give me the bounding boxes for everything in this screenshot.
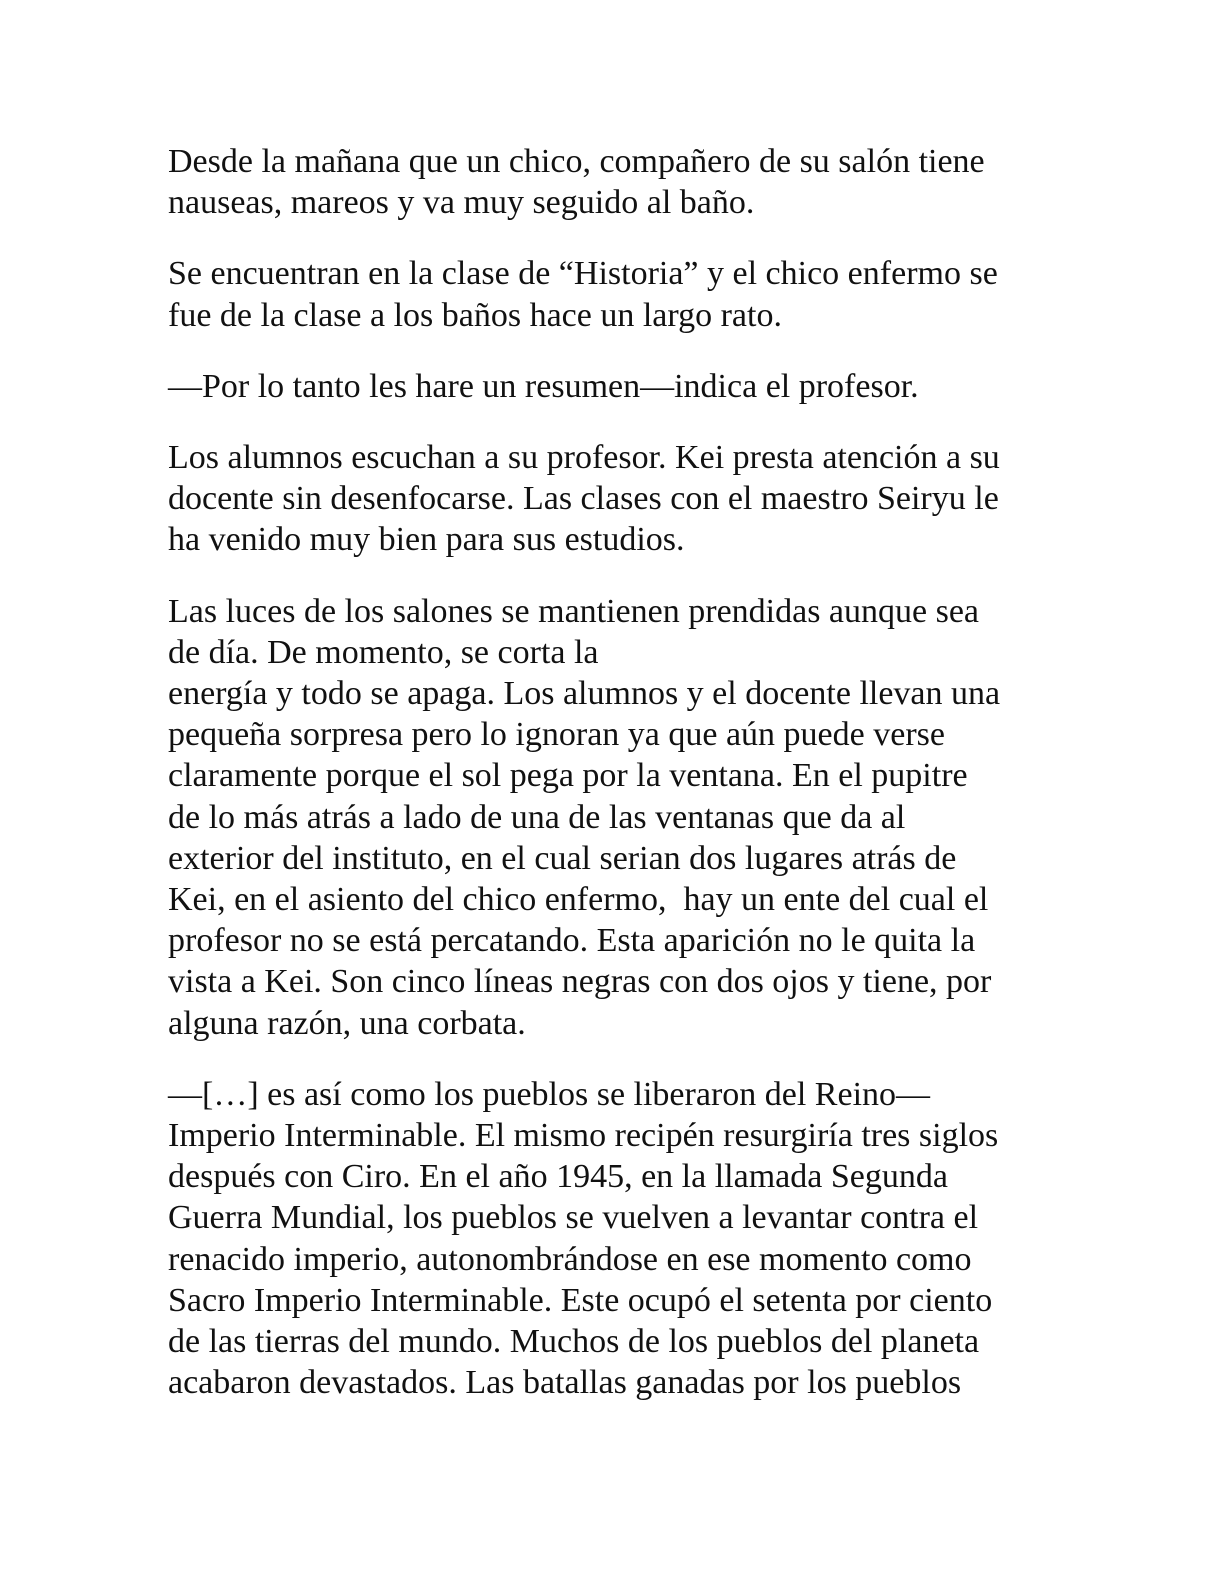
paragraph: Se encuentran en la clase de “Historia” y el chico enfermo se fue de la clase a los baños hace un largo rato. bbox=[168, 255, 998, 334]
paragraph: Desde la mañana que un chico, compañero de su salón tiene nauseas, mareos y va muy seguido al baño. bbox=[168, 143, 985, 222]
paragraph: —Por lo tanto les hare un resumen—indica el profesor. bbox=[168, 367, 919, 405]
paragraph: Las luces de los salones se mantienen prendidas aunque sea de día. De momento, se corta la energía y todo se apaga. Los alumnos y el docente llevan una pequeña sorpresa pero lo ignoran ya que aún puede verse claramente porque el sol pega por la ventana. En el pupitre de lo más atrás a lado de una de las ventanas que da al exterior del instituto, en el cual serian dos lugares atrás de Kei, en el asiento del chico enfermo, hay un ente del cual el profesor no se está percatando. Esta aparición no le quita la vista a Kei. Son cinco líneas negras con dos ojos y tiene, por alguna razón, una corbata. bbox=[168, 592, 1001, 1042]
document-page bbox=[168, 141, 1058, 1403]
paragraph: Los alumnos escuchan a su profesor. Kei presta atención a su docente sin desenfocarse. Las clases con el maestro Seiryu le ha venido muy bien para sus estudios. bbox=[168, 439, 1000, 559]
paragraph: —[…] es así como los pueblos se liberaron del Reino— Imperio Interminable. El mismo recipén resurgiría tres siglos después con Ciro. En el año 1945, en la llamada Segunda Guerra Mundial, los pueblos se vuelven a levantar contra el renacido imperio, autonombrándose en ese momento como Sacro Imperio Interminable. Este ocupó el setenta por ciento de las tierras del mundo. Muchos de los pueblos del planeta acabaron devastados. Las batallas ganadas por los pueblos bbox=[168, 1075, 999, 1402]
